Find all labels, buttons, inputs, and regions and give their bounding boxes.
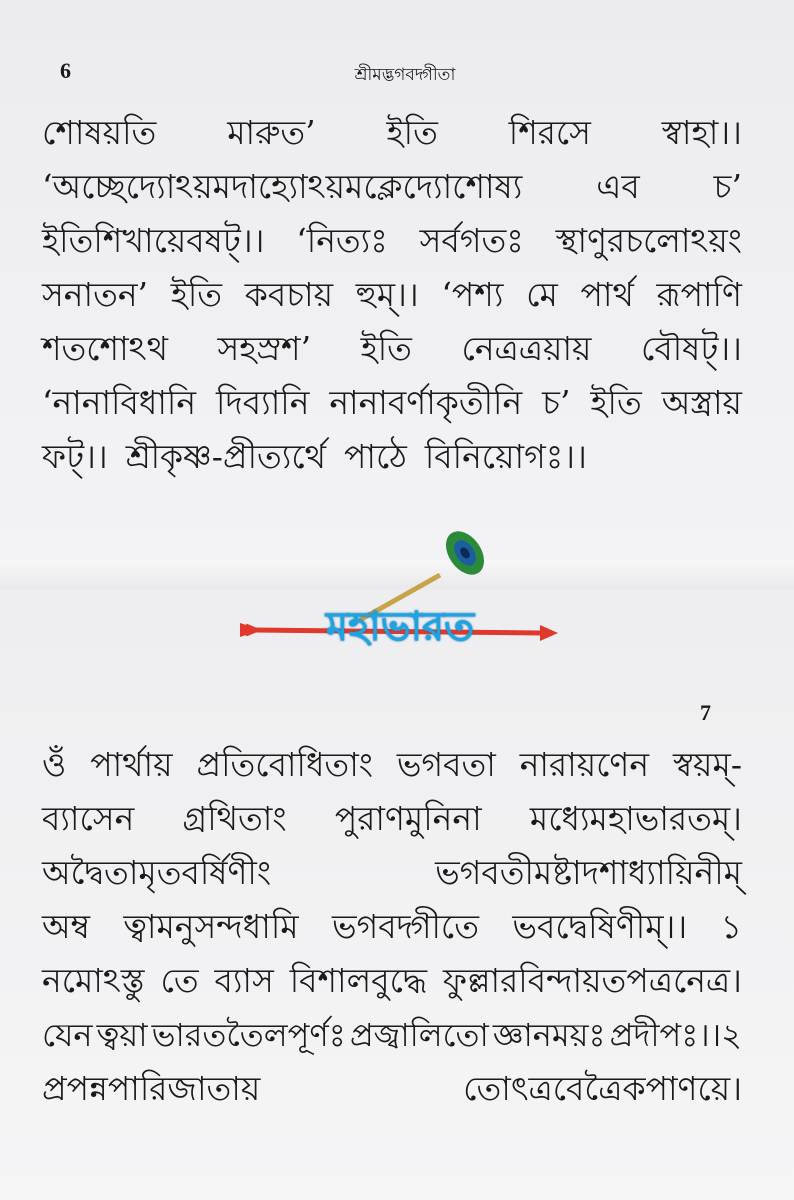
text-line: অম্ব ত্বামনুসন্দধামি ভগবদ্গীতে ভবদ্বেষিণীম্।। ১: [42, 907, 742, 946]
bottom-text-block: [42, 738, 742, 1116]
logo-text: মহাভারত: [325, 604, 475, 650]
text-line: সনাতন’ ইতি কবচায় হুম্।। ‘পশ্য মে পার্থ রূপাণি: [42, 275, 742, 314]
page-number-bottom: 7: [700, 700, 711, 725]
mahabharat-logo: [240, 525, 560, 675]
text-line: শোষয়তি মারুত’ ইতি শিরসে স্বাহা।।: [42, 113, 742, 152]
text-line: ওঁ পার্থায় প্রতিবোধিতাং ভগবতা নারায়ণেন স্বয়ম্-: [42, 745, 742, 784]
text-line: ফট্।। শ্রীকৃষ্ণ-প্রীত্যর্থে পাঠে বিনিয়োগঃ।।: [42, 437, 587, 476]
top-text-block: [42, 106, 742, 484]
text-line: শতশোঽথ সহস্রশ’ ইতি নেত্রত্রয়ায় বৌষট্।।: [42, 329, 742, 368]
text-line: অদ্বৈতামৃতবর্ষিণীং ভগবতীমষ্টাদশাধ্যায়িনীম্: [42, 853, 742, 892]
text-line: প্রপন্নপারিজাতায় তোৎত্রবেত্রৈকপাণয়ে।: [42, 1069, 742, 1108]
text-line: ‘নানাবিধানি দিব্যানি নানাবর্ণাকৃতীনি চ’ ইতি অস্ত্রায়: [42, 383, 742, 422]
running-title: শ্রীমদ্ভগবদ্গীতা: [354, 65, 456, 85]
top-page-header: [60, 58, 750, 90]
text-line: ‘অচ্ছেদ্যোঽয়মদাহ্যোঽয়মক্লেদ্যোশোষ্য এব চ’: [42, 167, 742, 206]
text-line: যেন ত্বয়া ভারততৈলপূর্ণঃ প্রজ্বালিতো জ্ঞানময়ঃ প্রদীপঃ।।২: [42, 1016, 742, 1054]
page-number-top: 6: [60, 58, 71, 83]
text-line: ইতিশিখায়েবষট্।। ‘নিত্যঃ সর্বগতঃ স্থাণুরচলোঽয়ং: [42, 221, 742, 260]
text-line: ব্যাসেন গ্রথিতাং পুরাণমুনিনা মধ্যেমহাভারতম্।: [42, 799, 742, 838]
text-line: নমোঽস্তু তে ব্যাস বিশালবুদ্ধে ফুল্লারবিন্দায়তপত্রনেত্র।: [42, 961, 742, 1000]
